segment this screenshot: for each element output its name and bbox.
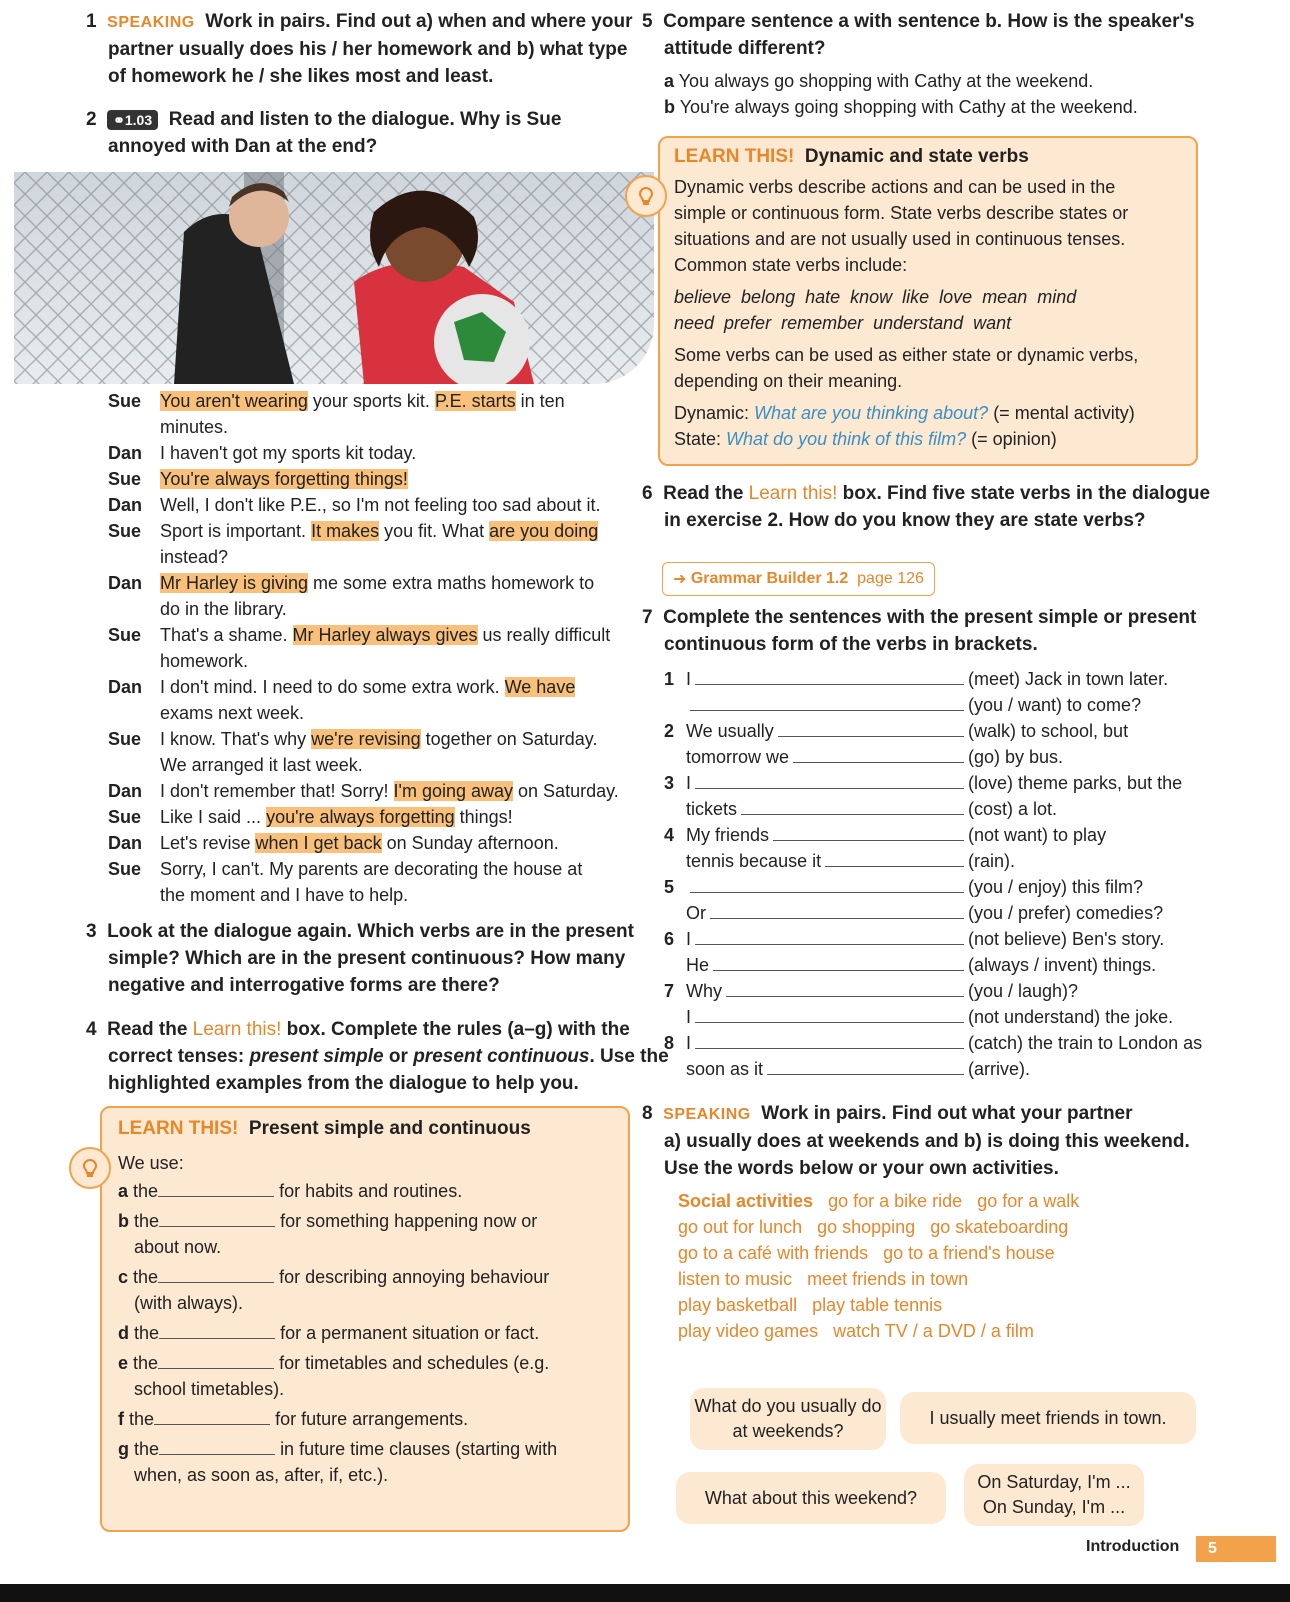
speech-bubble-answer-1: I usually meet friends in town. (900, 1392, 1196, 1444)
sentence-line: (you / want) to come? (664, 692, 1204, 718)
photo-illustration (14, 172, 654, 384)
learn-this-heading: LEARN THIS! (118, 1118, 239, 1139)
answer-blank[interactable] (159, 1208, 275, 1227)
answer-blank[interactable] (159, 1320, 275, 1339)
answer-blank[interactable] (158, 1350, 274, 1369)
dialogue-fragment: minutes. (160, 417, 229, 437)
lightbulb-icon (68, 1146, 112, 1195)
highlighted-example: It makes (311, 521, 380, 541)
dialogue-fragment: on Saturday. (513, 781, 619, 801)
social-activities: Social activities go for a bike ride go for a walk go out for lunch go shopping go skateboarding go to a café with friends go to a friend's house listen to music meet friends in town play basketball play table tennis play video games watch TV / a DVD / a film (678, 1191, 1080, 1341)
speaker-name: Dan (108, 833, 143, 853)
headphones-icon: ⚭ (113, 111, 125, 128)
answer-blank[interactable] (695, 770, 964, 789)
speaker-name (108, 700, 160, 726)
rule-letter: c (118, 1267, 129, 1287)
dialogue-fragment: That's a shame. (160, 625, 293, 645)
dialogue-fragment: you fit. What (379, 521, 490, 541)
rule-letter: d (118, 1323, 129, 1343)
highlighted-example: we're revising (311, 729, 421, 749)
dialogue-fragment: Let's revise (160, 833, 256, 853)
dialogue-fragment: exams next week. (160, 703, 305, 723)
sentence-line: 3 I (love) theme parks, but the (664, 770, 1204, 796)
answer-blank[interactable] (158, 1264, 274, 1283)
dialogue (108, 388, 648, 908)
answer-blank[interactable] (695, 666, 964, 685)
sentence-b: b You're always going shopping with Cathy at the weekend. (664, 97, 1138, 117)
dialogue-text (160, 622, 610, 648)
dialogue-line (108, 726, 648, 752)
speaker-name: Sue (108, 859, 142, 879)
rule-item: e the for timetables and schedules (e.g. school timetables). (118, 1350, 608, 1402)
dialogue-fragment: me some extra maths homework to (308, 573, 595, 593)
state-verbs-list: believe belong hate know like love mean mind (674, 287, 1077, 307)
dialogue-text (160, 856, 582, 882)
section-label: Introduction (1086, 1538, 1180, 1555)
dialogue-text (160, 700, 304, 726)
rule-item: g the in future time clauses (starting with when, as soon as, after, if, etc.). (118, 1436, 608, 1488)
dialogue-fragment: Well, I don't like P.E., so I'm not feeling too sad about it. (160, 495, 601, 515)
speech-bubble-question-2: What about this weekend? (676, 1472, 946, 1524)
rule-letter: e (118, 1353, 129, 1373)
answer-blank[interactable] (767, 1056, 964, 1075)
answer-blank[interactable] (778, 718, 964, 737)
rule-letter: g (118, 1439, 129, 1459)
rule-item: b the for something happening now or about now. (118, 1208, 608, 1260)
dialogue-fragment: Sport is important. (160, 521, 312, 541)
sentence-line: tennis because it (rain). (664, 848, 1204, 874)
exercise-7: 7 Complete the sentences with the present simple or present continuous form of the verbs in brackets. (642, 607, 1197, 655)
dialogue-fragment: I know. That's why (160, 729, 312, 749)
dialogue-fragment: homework. (160, 651, 249, 671)
sentence-line: tomorrow we (go) by bus. (664, 744, 1204, 770)
rule-item: d the for a permanent situation or fact. (118, 1320, 608, 1346)
dialogue-fragment: instead? (160, 547, 229, 567)
rule-item: f the for future arrangements. (118, 1406, 608, 1432)
sentence-line: soon as it (arrive). (664, 1056, 1204, 1082)
dialogue-fragment: on Sunday afternoon. (381, 833, 559, 853)
learn-this-box-present: LEARN THIS! Present simple and continuous We use: a the for habits and routines. b the for something happening now or about now. c the for describing annoying behaviour (with always). d the for a permanent situation or fact. e the for timetables and schedules (e.g. school timetables). f the for future arrangements. g the in future time clauses (starting with when, as soon as, after, if, etc.). (100, 1106, 630, 1532)
speaker-name (108, 882, 160, 908)
dialogue-text (160, 648, 248, 674)
answer-blank[interactable] (695, 926, 964, 945)
dialogue-fragment: the moment and I have to help. (160, 885, 409, 905)
dialogue-line (108, 752, 648, 778)
sentence-line: 2 We usually (walk) to school, but (664, 718, 1204, 744)
speaker-name: Dan (108, 781, 143, 801)
answer-blank[interactable] (713, 952, 964, 971)
answer-blank[interactable] (695, 1004, 964, 1023)
dialogue-text (160, 544, 228, 570)
highlighted-example: We have (504, 677, 576, 697)
dialogue-fragment: us really difficult (477, 625, 611, 645)
speaker-name: Dan (108, 495, 143, 515)
dialogue-fragment: your sports kit. (307, 391, 435, 411)
arrow-icon: ➜ (673, 571, 691, 588)
rule-letter: b (118, 1211, 129, 1231)
dialogue-line (108, 596, 648, 622)
dialogue-fragment: in ten (515, 391, 565, 411)
dialogue-fragment: I haven't got my sports kit today. (160, 443, 417, 463)
rule-letter: a (118, 1181, 129, 1201)
exercise-3: 3 Look at the dialogue again. Which verbs are in the present simple? Which are in the present continuous? How many negative and interrogative forms are there? (86, 921, 634, 996)
sentence-line: 8 I (catch) the train to London as (664, 1030, 1204, 1056)
highlighted-example: you're always forgetting (266, 807, 455, 827)
dialogue-text (160, 388, 565, 414)
dialogue-line (108, 830, 648, 856)
highlighted-example: I'm going away (393, 781, 514, 801)
exercise-number: 1 (86, 11, 97, 32)
dialogue-line (108, 674, 648, 700)
page-number: 5 (1196, 1536, 1276, 1562)
rule-letter: f (118, 1409, 124, 1429)
dialogue-fragment: I don't remember that! Sorry! (160, 781, 394, 801)
bottom-border (0, 1584, 1290, 1602)
dialogue-line (108, 570, 648, 596)
dialogue-line (108, 518, 648, 544)
dialogue-photo (14, 172, 654, 384)
exercise-7-sentences (664, 666, 1204, 1082)
rules-list (118, 1178, 608, 1492)
dialogue-text (160, 726, 597, 752)
highlighted-example: are you doing (489, 521, 599, 541)
speaker-name (108, 544, 160, 570)
answer-blank[interactable] (726, 978, 964, 997)
answer-blank[interactable] (154, 1406, 270, 1425)
dialogue-fragment: I don't mind. I need to do some extra work. (160, 677, 505, 697)
dialogue-text (160, 596, 287, 622)
dialogue-text (160, 778, 619, 804)
dialogue-text (160, 674, 575, 700)
dialogue-text (160, 804, 513, 830)
speaker-name: Sue (108, 729, 142, 749)
sentence-a: a You always go shopping with Cathy at the weekend. (664, 71, 1094, 91)
dialogue-line (108, 778, 648, 804)
dialogue-fragment: things! (454, 807, 513, 827)
exercise-8: 8 SPEAKING Work in pairs. Find out what your partner a) usually does at weekends and b) is doing this weekend. Use the words below or your own activities. (642, 1103, 1190, 1179)
dialogue-line (108, 648, 648, 674)
grammar-builder-link[interactable]: ➜ Grammar Builder 1.2 page 126 (662, 562, 935, 596)
sentence-line: 7 Why (you / laugh)? (664, 978, 1204, 1004)
dialogue-text (160, 414, 228, 440)
speaker-name: Sue (108, 521, 142, 541)
sentence-line: He (always / invent) things. (664, 952, 1204, 978)
sentence-line: 6 I (not believe) Ben's story. (664, 926, 1204, 952)
exercise-1: 1 SPEAKING Work in pairs. Find out a) when and where your partner usually does his / her homework and b) what type of homework he / she likes most and least. (86, 11, 633, 87)
speaker-name: Dan (108, 573, 143, 593)
sentence-line: 5 (you / enjoy) this film? (664, 874, 1204, 900)
dialogue-text (160, 570, 594, 596)
dialogue-fragment: do in the library. (160, 599, 287, 619)
dialogue-line (108, 882, 648, 908)
learn-this-box-verbs: LEARN THIS! Dynamic and state verbs Dynamic verbs describe actions and can be used in the simple or continuous form. State verbs describe states or situations and are not usually used in continuous tenses. Common state verbs include: believe belong hate know like love mean mind need prefer remember understand want Some verbs can be used as either state or dynamic verbs, depending on their meaning. Dynamic: What are you thinking about? (= mental activity) State: What do you think of this film? (= opinion) (658, 136, 1198, 466)
exercise-2: 2 ⚭1.03 Read and listen to the dialogue. Why is Sue annoyed with Dan at the end? (86, 109, 562, 157)
answer-blank[interactable] (741, 796, 964, 815)
speaker-name (108, 752, 160, 778)
rule-item: a the for habits and routines. (118, 1178, 608, 1204)
speaker-name: Sue (108, 391, 142, 411)
dialogue-fragment: Like I said ... (160, 807, 267, 827)
dialogue-text (160, 440, 416, 466)
dialogue-line (108, 544, 648, 570)
highlighted-example: Mr Harley always gives (292, 625, 478, 645)
dialogue-line (108, 804, 648, 830)
speaking-tag: SPEAKING (107, 14, 195, 31)
learn-this-title: Present simple and continuous (248, 1118, 531, 1139)
lightbulb-icon (624, 174, 668, 223)
highlighted-example: Mr Harley is giving (160, 573, 309, 593)
answer-blank[interactable] (690, 692, 964, 711)
exercise-4: 4 Read the Learn this! box. Complete the rules (a–g) with the correct tenses: present simple or present continuous. Use the highlighted examples from the dialogue to help you. (86, 1019, 669, 1094)
dialogue-fragment: together on Saturday. (420, 729, 598, 749)
dialogue-text (160, 882, 408, 908)
audio-track-badge[interactable]: ⚭1.03 (107, 110, 158, 130)
sentence-line: 1 I (meet) Jack in town later. (664, 666, 1204, 692)
speaker-name: Sue (108, 469, 142, 489)
sentence-line: I (not understand) the joke. (664, 1004, 1204, 1030)
answer-blank[interactable] (825, 848, 964, 867)
dialogue-fragment: We arranged it last week. (160, 755, 363, 775)
answer-blank[interactable] (773, 822, 964, 841)
answer-blank[interactable] (158, 1178, 274, 1197)
dialogue-line (108, 622, 648, 648)
exercise-6: 6 Read the Learn this! box. Find five state verbs in the dialogue in exercise 2. How do you know they are state verbs? (642, 483, 1211, 531)
answer-blank[interactable] (159, 1436, 275, 1455)
dialogue-line (108, 856, 648, 882)
sentence-line: 4 My friends (not want) to play (664, 822, 1204, 848)
rule-item: c the for describing annoying behaviour (with always). (118, 1264, 608, 1316)
speech-bubble-answer-2: On Saturday, I'm ... On Sunday, I'm ... (964, 1464, 1144, 1526)
speaker-name: Dan (108, 677, 143, 697)
exercise-5: 5 Compare sentence a with sentence b. How is the speaker's attitude different? (642, 11, 1195, 59)
speaker-name (108, 596, 160, 622)
highlighted-example: You're always forgetting things! (160, 469, 408, 489)
dialogue-text (160, 492, 600, 518)
speaker-name: Sue (108, 807, 142, 827)
answer-blank[interactable] (793, 744, 964, 763)
dialogue-line (108, 388, 648, 414)
sentence-line: tickets (cost) a lot. (664, 796, 1204, 822)
highlighted-example: P.E. starts (434, 391, 516, 411)
dialogue-text (160, 752, 363, 778)
dialogue-line (108, 492, 648, 518)
dialogue-line (108, 440, 648, 466)
speaker-name (108, 648, 160, 674)
dialogue-text (160, 466, 408, 492)
answer-blank[interactable] (690, 874, 964, 893)
highlighted-example: when I get back (255, 833, 382, 853)
answer-blank[interactable] (710, 900, 964, 919)
answer-blank[interactable] (695, 1030, 964, 1049)
dialogue-text (160, 518, 598, 544)
sentence-line: Or (you / prefer) comedies? (664, 900, 1204, 926)
dialogue-text (160, 830, 559, 856)
speaker-name (108, 414, 160, 440)
highlighted-example: You aren't wearing (160, 391, 308, 411)
speech-bubble-question-1: What do you usually do at weekends? (690, 1388, 886, 1450)
dialogue-line (108, 414, 648, 440)
speaker-name: Sue (108, 625, 142, 645)
dialogue-line (108, 466, 648, 492)
speaker-name: Dan (108, 443, 143, 463)
dialogue-fragment: Sorry, I can't. My parents are decorating the house at (160, 859, 583, 879)
dialogue-line (108, 700, 648, 726)
